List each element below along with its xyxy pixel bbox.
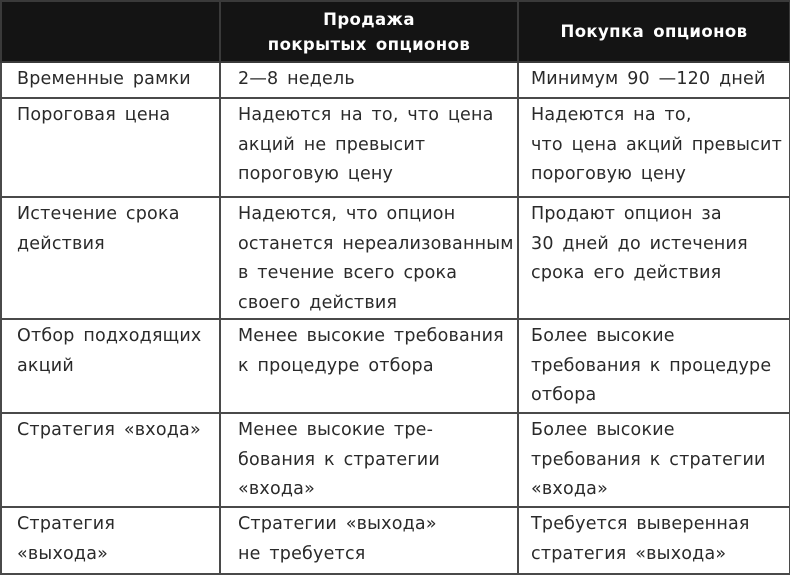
cell-line: пороговую цену: [531, 164, 687, 184]
option-purchase-cell: [518, 319, 790, 413]
option-purchase-cell: [518, 98, 790, 197]
criterion-cell: [1, 413, 220, 507]
option-purchase-cell: [518, 62, 790, 98]
criterion-cell: [1, 197, 220, 319]
option-purchase-cell: [518, 197, 790, 319]
cell-line: Отбор подходящих: [17, 326, 202, 346]
cell-line: Надеются на то, что цена: [238, 105, 494, 125]
covered-call-cell: [220, 62, 518, 98]
header-covered-call-sale: [220, 1, 518, 62]
header-empty-cell: [1, 1, 220, 62]
header-option-purchase: [518, 1, 790, 62]
cell-line: Продают опцион за: [531, 204, 722, 224]
header-line: Продажа: [323, 9, 415, 29]
cell-line: требования к стратегии: [531, 449, 766, 470]
cell-line: Более высокие: [531, 420, 675, 440]
criterion-cell: [1, 98, 220, 197]
table-row: [1, 62, 790, 98]
cell-line: Временные рамки: [17, 69, 191, 89]
cell-line: Надеются на то,: [531, 105, 692, 125]
table-row: [1, 413, 790, 507]
covered-call-cell: [220, 197, 518, 319]
cell-line: бования к стратегии: [238, 449, 440, 470]
cell-line: отбора: [531, 385, 597, 405]
table-row: [1, 507, 790, 574]
cell-line: своего действия: [238, 292, 398, 313]
cell-line: Менее высокие требования: [238, 326, 504, 346]
cell-line: не требуется: [238, 543, 366, 564]
cell-line: в течение всего срока: [238, 263, 458, 283]
table-row: [1, 319, 790, 413]
cell-line: Истечение срока: [17, 204, 180, 224]
cell-line: пороговую цену: [238, 164, 394, 184]
criterion-cell: [1, 507, 220, 574]
header-line: покрытых опционов: [267, 34, 471, 54]
cell-line: Стратегия: [17, 514, 116, 534]
header-row: [1, 1, 790, 62]
cell-line: останется нереализованным: [238, 233, 514, 254]
cell-line: требования к процедуре: [531, 355, 772, 376]
cell-line: Стратегии «выхода»: [238, 514, 437, 534]
cell-line: «выхода»: [17, 543, 109, 564]
cell-line: к процедуре отбора: [238, 355, 434, 376]
cell-line: акций: [17, 355, 74, 376]
covered-call-cell: [220, 413, 518, 507]
covered-call-cell: [220, 507, 518, 574]
cell-line: Требуется выверенная: [531, 514, 750, 534]
cell-line: срока его действия: [531, 263, 722, 283]
option-purchase-cell: [518, 507, 790, 574]
cell-line: Надеются, что опцион: [238, 204, 456, 224]
cell-line: Пороговая цена: [17, 105, 171, 125]
cell-line: «входа»: [531, 479, 609, 499]
cell-line: 2—8 недель: [238, 69, 355, 89]
table-row: [1, 98, 790, 197]
cell-line: Стратегия «входа»: [17, 420, 201, 440]
table-row: [1, 197, 790, 319]
option-purchase-cell: [518, 413, 790, 507]
cell-line: Минимум 90 —120 дней: [531, 69, 766, 89]
cell-line: акций не превысит: [238, 134, 426, 155]
cell-line: Более высокие: [531, 326, 675, 346]
covered-call-cell: [220, 319, 518, 413]
header-line: Покупка опционов: [560, 22, 748, 41]
cell-line: Менее высокие тре-: [238, 420, 434, 440]
cell-line: «входа»: [238, 479, 316, 499]
cell-line: стратегия «выхода»: [531, 543, 727, 564]
cell-line: что цена акций превысит: [531, 134, 782, 155]
criterion-cell: [1, 319, 220, 413]
cell-line: действия: [17, 233, 105, 254]
covered-call-cell: [220, 98, 518, 197]
cell-line: 30 дней до истечения: [531, 233, 748, 254]
criterion-cell: [1, 62, 220, 98]
